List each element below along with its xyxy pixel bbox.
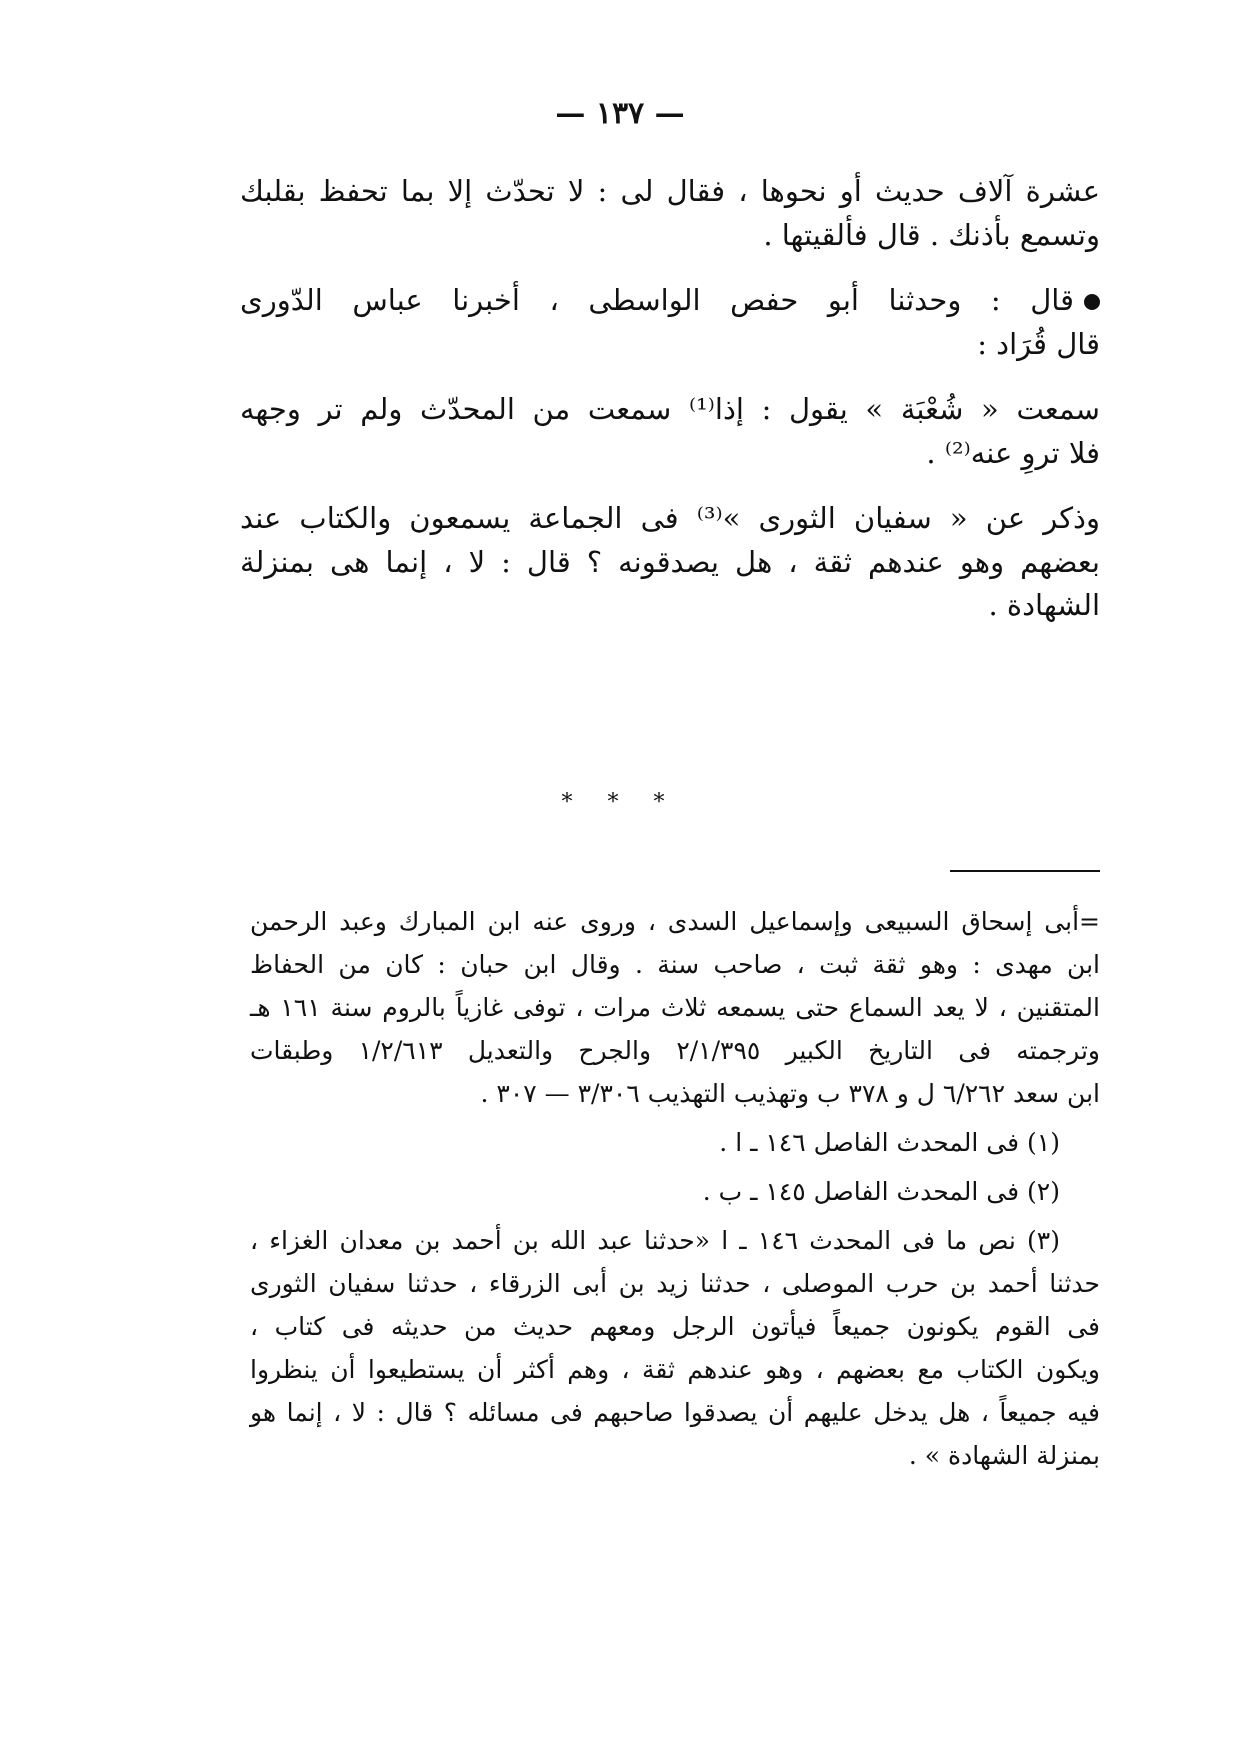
footnote-line: (٢) فى المحدث الفاصل ١٤٥ ـ ب . bbox=[702, 1177, 1060, 1206]
section-separator: * * * bbox=[561, 790, 679, 815]
footnote-line: المتقنين ، لا يعد السماع حتى يسمعه ثلاث مرات ، توفى غازياً بالروم سنة ١٦١ هـ bbox=[250, 993, 1100, 1022]
text-line: قال قُرَاد : bbox=[977, 326, 1100, 361]
footnote-line: ابن سعد ٦/٢٦٢ ل و ٣٧٨ ب وتهذيب التهذيب ٣/٣٠٦ — ٣٠٧ . bbox=[480, 1079, 1100, 1108]
footnote-2 bbox=[250, 1170, 1100, 1213]
paragraph-2 bbox=[240, 279, 1100, 366]
main-text bbox=[240, 170, 1100, 650]
footnote-line: فى القوم يكونون جميعاً فيأتون الرجل ومعهم حديث من حديثه فى كتاب ، bbox=[250, 1312, 1100, 1341]
text-line: وتسمع بأذنك . قال فألقيتها . bbox=[763, 217, 1100, 252]
paragraph-3 bbox=[240, 388, 1100, 475]
footnote-line: =أبى إسحاق السبيعى وإسماعيل السدى ، وروى عنه ابن المبارك وعبد الرحمن bbox=[250, 907, 1100, 936]
footnote-line: حدثنا أحمد بن حرب الموصلى ، حدثنا زيد بن أبى الزرقاء ، حدثنا سفيان الثورى bbox=[250, 1269, 1100, 1298]
bullet-icon bbox=[1084, 294, 1100, 310]
paragraph-1 bbox=[240, 170, 1100, 257]
footnote-3 bbox=[250, 1219, 1100, 1477]
text-line: فلا تروِ عنه⁽²⁾ . bbox=[926, 435, 1100, 470]
text-line bbox=[240, 279, 1100, 323]
text-line-content: قال : وحدثنا أبو حفص الواسطى ، أخبرنا عباس الدّورى bbox=[240, 283, 1074, 317]
footnote-line: ويكون الكتاب مع بعضهم ، وهو عندهم ثقة ، وهم أكثر أن يستطيعوا أن ينظروا bbox=[250, 1355, 1100, 1384]
footnote-divider bbox=[950, 870, 1100, 872]
footnote-line: بمنزلة الشهادة » . bbox=[908, 1441, 1100, 1470]
paragraph-4 bbox=[240, 497, 1100, 628]
footnote-1 bbox=[250, 1121, 1100, 1164]
text-line: بعضهم وهو عندهم ثقة ، هل يصدقونه ؟ قال : لا ، إنما هى بمنزلة الشهادة . bbox=[240, 544, 1100, 622]
text-line: سمعت « شُعْبَة » يقول : إذا⁽¹⁾ سمعت من المحدّث ولم تر وجهه bbox=[240, 392, 1100, 426]
text-line: وذكر عن « سفيان الثورى »⁽³⁾ فى الجماعة يسمعون والكتاب عند bbox=[240, 501, 1100, 535]
footnote-line: (١) فى المحدث الفاصل ١٤٦ ـ ا . bbox=[719, 1128, 1060, 1157]
footnote-line: ابن مهدى : وهو ثقة ثبت ، صاحب سنة . وقال ابن حبان : كان من الحفاظ bbox=[250, 950, 1100, 979]
footnote-line: فيه جميعاً ، هل يدخل عليهم أن يصدقوا صاحبهم فى مسائله ؟ قال : لا ، إنما هو bbox=[250, 1398, 1100, 1427]
footnotes bbox=[250, 900, 1100, 1483]
footnote-continuation bbox=[250, 900, 1100, 1115]
footnote-line: وترجمته فى التاريخ الكبير ٢/١/٣٩٥ والجرح والتعديل ١/٢/٦١٣ وطبقات bbox=[250, 1036, 1100, 1065]
page-number: — ١٣٧ — bbox=[555, 96, 685, 131]
footnote-line: (٣) نص ما فى المحدث ١٤٦ ـ ا «حدثنا عبد الله بن أحمد بن معدان الغزاء ، bbox=[250, 1226, 1060, 1255]
text-line: عشرة آلاف حديث أو نحوها ، فقال لى : لا تحدّث إلا بما تحفظ بقلبك bbox=[240, 174, 1100, 208]
